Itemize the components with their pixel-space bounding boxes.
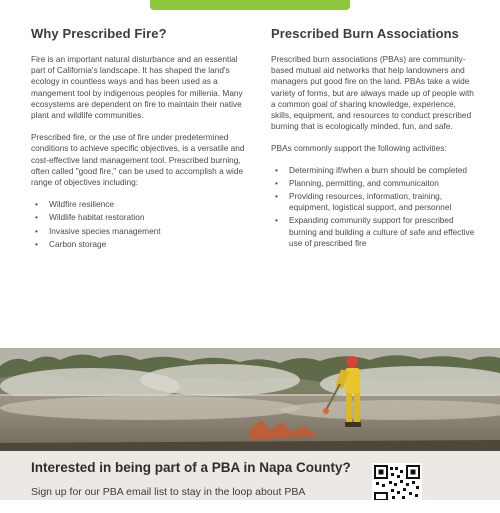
list-item: • Invasive species management (31, 226, 246, 237)
right-paragraph-1: Prescribed burn associations (PBAs) are community-based mutual aid networks that help landowners and managers put good fire on the land. PBAs take a wide variety of forms, but are always made up of people with a common goal of sharing knowledge, experience, skills, equipment, and resources to conduct prescribed burning that is ecologically minded, fun, and safe. (271, 54, 474, 132)
list-item: • Wildlife habitat restoration (31, 212, 246, 223)
footer-call-to-action (0, 451, 500, 500)
left-paragraph-2: Prescribed fire, or the use of fire under predetermined conditions to achieve specific objectives, is a versatile and cost-effective land management tool. Prescribed burning, often called "good fire," can be used to accomplish a wide range of objectives including: (31, 132, 245, 188)
right-bullet-list (271, 165, 476, 249)
list-item: • Determining if/when a burn should be completed (271, 165, 476, 176)
list-item: • Carbon storage (31, 239, 246, 250)
right-paragraph-2: PBAs commonly support the following activities: (271, 143, 447, 154)
qr-code-icon[interactable] (372, 463, 422, 513)
right-heading: Prescribed Burn Associations (271, 26, 459, 41)
left-paragraph-1: Fire is an important natural disturbance and an essential part of California's landscape. It has shaped the land's ecology in countless ways and has been used as a mangement tool by indigenous peoples for millenia. Many ecosystems are dependent on fire to maintain their native plant and wildlife communities. (31, 54, 243, 121)
footer-body: Sign up for our PBA email list to stay in the loop about PBA (31, 486, 306, 498)
list-item: • Wildfire resilience (31, 199, 246, 210)
firefighter-prescribed-burn-photo (0, 348, 500, 451)
list-item: • Planning, permitting, and communicaiton (271, 178, 476, 189)
top-accent-bar (0, 0, 500, 10)
footer-title: Interested in being part of a PBA in Napa County? (31, 460, 351, 475)
left-bullet-list (31, 199, 246, 250)
list-item: • Providing resources, information, training, equipment, logistical support, and personnel (271, 191, 476, 213)
list-item: • Expanding community support for prescribed burning and building a culture of safe and effective use of prescribed fire (271, 215, 476, 249)
left-column (31, 54, 246, 252)
right-column (271, 54, 476, 251)
photo-illustration (0, 348, 500, 451)
top-green-tab (150, 0, 350, 10)
left-heading: Why Prescribed Fire? (31, 26, 167, 41)
